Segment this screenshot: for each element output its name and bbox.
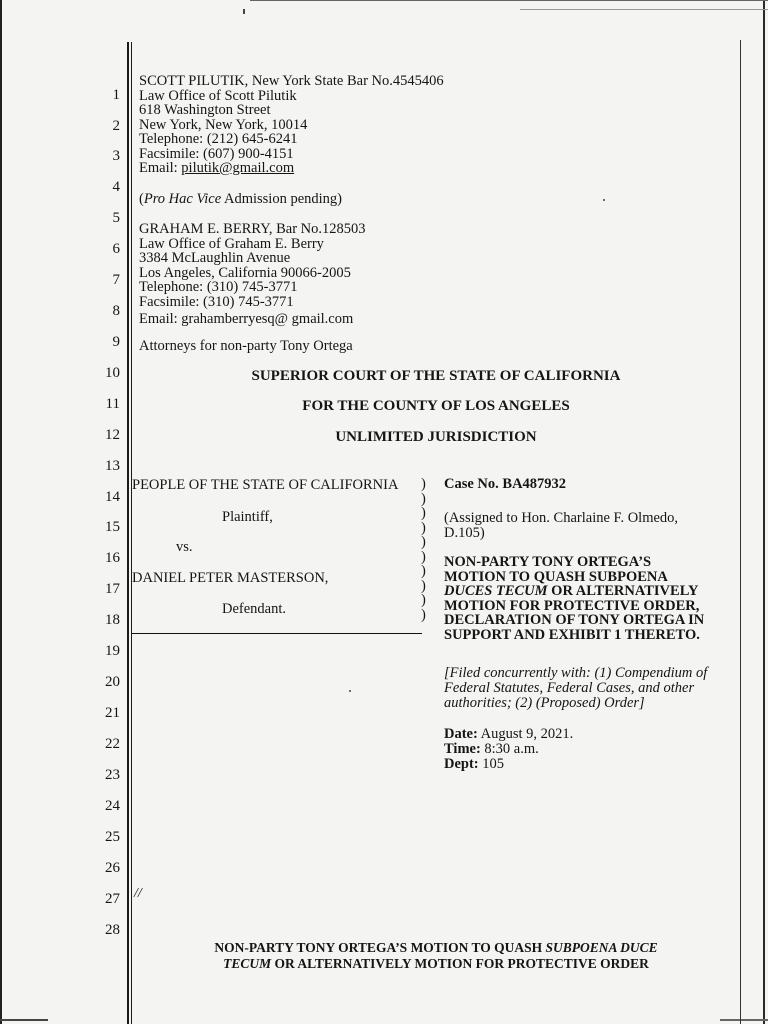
time-label: Time:	[444, 741, 481, 757]
admission-pending-text: Admission pending)	[221, 191, 342, 207]
street-address: 618 Washington Street	[139, 102, 271, 118]
assigned-line: (Assigned to Hon. Charlaine F. Olmedo,	[444, 510, 679, 526]
pro-hac-vice-italic: Pro Hac Vice	[143, 191, 222, 207]
line-number: 6	[112, 241, 120, 257]
paren-open: (	[139, 191, 144, 207]
line-number: 3	[112, 148, 120, 164]
line-number: 5	[112, 210, 120, 226]
street-address: 3384 McLaughlin Avenue	[139, 250, 291, 266]
line-number: 13	[105, 458, 120, 474]
line-number: 15	[105, 519, 120, 535]
title-line: MOTION TO QUASH SUBPOENA	[444, 568, 668, 585]
paren: )	[421, 534, 426, 550]
scan-speck	[603, 199, 605, 201]
counsel-block-pilutik	[139, 74, 444, 176]
line-number: 19	[105, 643, 120, 659]
caption-underline	[132, 633, 422, 634]
line-number: 10	[105, 365, 120, 381]
line-number: 21	[105, 705, 120, 721]
title-line	[444, 584, 704, 599]
title-line-rest: OR ALTERNATIVELY	[547, 583, 699, 599]
continuation-slashes: //	[134, 886, 142, 901]
scan-left-edge	[0, 0, 2, 1024]
versus: vs.	[176, 539, 193, 555]
pleading-right-margin-line	[740, 40, 741, 1024]
scan-top-rule-secondary	[520, 9, 768, 10]
defendant-label: Defendant.	[222, 601, 287, 617]
filed-concurrently	[444, 666, 707, 711]
hearing-date	[444, 727, 573, 742]
document-title	[444, 555, 704, 642]
telephone: Telephone: (212) 645-6241	[139, 131, 298, 147]
pleading-margin-line	[127, 42, 129, 1024]
line-number: 27	[105, 891, 120, 907]
case-number: Case No. BA487932	[444, 476, 567, 492]
title-line: NON-PARTY TONY ORTEGA’S	[444, 554, 652, 570]
paren: )	[421, 592, 426, 608]
footer-italic: TECUM	[223, 956, 272, 971]
law-office: Law Office of Scott Pilutik	[139, 87, 297, 104]
line-number: 2	[112, 118, 120, 134]
facsimile: Facsimile: (310) 745-3771	[139, 293, 294, 310]
footer-line	[132, 956, 740, 972]
line-number: 24	[105, 798, 120, 814]
scan-top-rule	[250, 0, 768, 1]
title-line: DECLARATION OF TONY ORTEGA IN	[444, 612, 705, 628]
line-number: 14	[105, 489, 120, 505]
pleading-margin-line	[131, 42, 132, 1024]
filed-line: authorities; (2) (Proposed) Order]	[444, 695, 645, 711]
attorney-name: GRAHAM E. BERRY, Bar No.128503	[139, 221, 366, 237]
title-line: MOTION FOR PROTECTIVE ORDER,	[444, 597, 700, 614]
plaintiff-name: PEOPLE OF THE STATE OF CALIFORNIA	[132, 477, 399, 493]
line-number: 8	[112, 303, 120, 319]
telephone: Telephone: (310) 745-3771	[139, 279, 298, 295]
hearing-time	[444, 742, 573, 757]
line-number: 28	[105, 922, 120, 938]
scan-tick-mark	[243, 9, 245, 14]
paren: )	[421, 490, 426, 507]
paren: )	[421, 577, 426, 594]
footer-text: OR ALTERNATIVELY MOTION FOR PROTECTIVE ORDER	[271, 956, 649, 971]
email-line: Email: grahamberryesq@ gmail.com	[139, 311, 354, 327]
line-number: 4	[112, 179, 120, 195]
hearing-info	[444, 727, 573, 772]
filed-line: [Filed concurrently with: (1) Compendium of	[444, 665, 708, 681]
defendant-name: DANIEL PETER MASTERSON,	[132, 570, 329, 586]
line-number: 17	[105, 581, 120, 597]
plaintiff-label: Plaintiff,	[222, 509, 273, 525]
scan-speck	[349, 690, 351, 692]
city-state-zip: New York, New York, 10014	[139, 116, 308, 133]
facsimile: Facsimile: (607) 900-4151	[139, 145, 294, 162]
paren: )	[421, 548, 426, 565]
line-number: 1	[112, 87, 120, 103]
email-line	[139, 161, 444, 176]
line-number: 20	[105, 674, 120, 690]
footer-title	[132, 940, 740, 972]
date-label: Date:	[444, 726, 478, 742]
counsel-block-berry	[139, 222, 366, 327]
attorneys-for: Attorneys for non-party Tony Ortega	[139, 338, 353, 354]
caption-paren-column	[421, 477, 426, 622]
dept-value: 105	[478, 756, 505, 772]
dept-label: Dept:	[444, 756, 479, 772]
paren: )	[421, 606, 426, 623]
duces-tecum-italic: DUCES TECUM	[444, 583, 548, 599]
line-number: 25	[105, 829, 120, 845]
line-number: 9	[112, 334, 120, 350]
line-number: 7	[112, 272, 120, 288]
date-value: August 9, 2021.	[477, 726, 574, 742]
assigned-judge	[444, 511, 678, 541]
scan-right-edge	[763, 0, 765, 1024]
email-link[interactable]: pilutik@gmail.com	[181, 160, 295, 176]
paren: )	[421, 563, 426, 579]
pro-hac-vice-note	[139, 191, 342, 208]
line-number: 12	[105, 427, 120, 443]
paren: )	[421, 476, 426, 492]
court-jurisdiction: UNLIMITED JURISDICTION	[335, 429, 537, 445]
time-value: 8:30 a.m.	[480, 741, 539, 757]
footer-italic: SUBPOENA DUCE	[545, 940, 658, 955]
court-name: SUPERIOR COURT OF THE STATE OF CALIFORNIA	[251, 368, 621, 384]
paren: )	[421, 505, 426, 521]
title-line: SUPPORT AND EXHIBIT 1 THERETO.	[444, 626, 700, 643]
assigned-line: D.105)	[444, 525, 485, 541]
scan-bottom-mark-right	[720, 1019, 768, 1021]
line-number: 26	[105, 860, 120, 876]
court-county: FOR THE COUNTY OF LOS ANGELES	[302, 398, 570, 414]
attorney-name: SCOTT PILUTIK, New York State Bar No.4545406	[139, 73, 444, 89]
paren: )	[421, 519, 426, 536]
email-label: Email:	[139, 160, 182, 176]
line-number: 16	[105, 550, 120, 566]
line-number: 23	[105, 767, 120, 783]
line-number: 22	[105, 736, 120, 752]
line-number: 18	[105, 612, 120, 628]
footer-text: NON-PARTY TONY ORTEGA’S MOTION TO QUASH	[214, 940, 546, 955]
city-state-zip: Los Angeles, California 90066-2005	[139, 264, 351, 281]
law-office: Law Office of Graham E. Berry	[139, 235, 324, 252]
footer-line	[132, 940, 740, 956]
hearing-dept	[444, 757, 573, 772]
line-number: 11	[105, 396, 120, 412]
scan-bottom-mark-left	[0, 1019, 48, 1021]
filed-line: Federal Statutes, Federal Cases, and other	[444, 680, 695, 696]
